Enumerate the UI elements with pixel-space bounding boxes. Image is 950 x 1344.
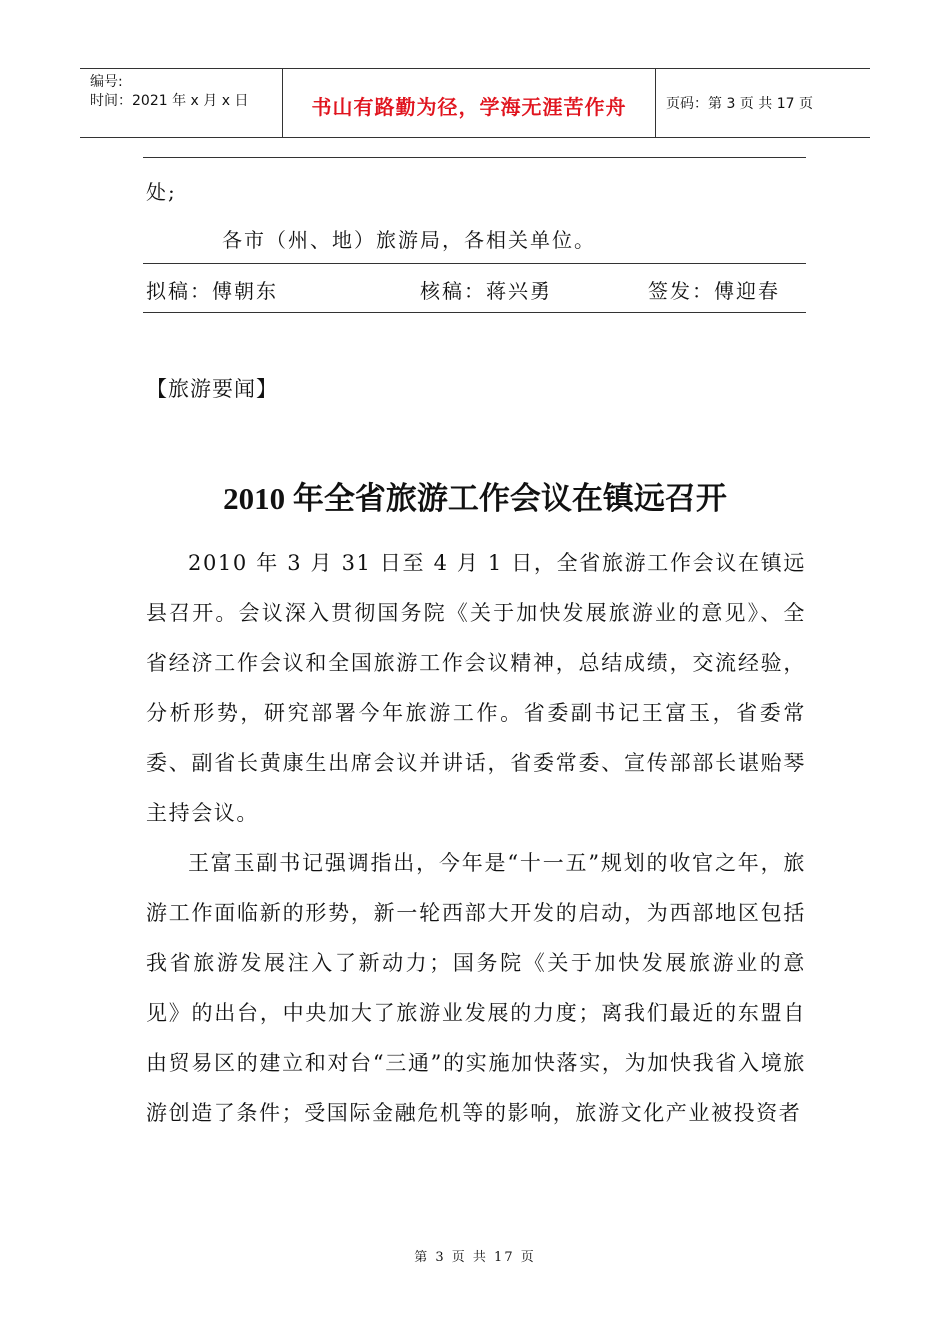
time-label: 时间：2021 年 x 月 x 日 [90,93,249,109]
top-rule [143,157,806,158]
header-page-cell [656,69,870,137]
article-paragraph: 2010 年 3 月 31 日至 4 月 1 日，全省旅游工作会议在镇远县召开。会议深入贯彻国务院《关于加快发展旅游业的意见》、全省经济工作会议和全国旅游工作会议精神，总结成绩，交流经验，分析形势，研究部署今年旅游工作。省委副书记王富玉，省委常委、副省长黄康生出席会议并讲话，省委常委、宣传部部长谌贻琴主持会议。 [146,551,806,825]
article-body [146,538,806,1138]
bottom-rule [143,312,806,313]
middle-rule [143,263,806,264]
number-label: 编号: [90,74,123,90]
drafter-text: 拟稿：傅朝东 [146,279,278,303]
section-label: 【旅游要闻】 [146,377,278,401]
recipients-text: 各市（州、地）旅游局，各相关单位。 [222,228,596,252]
article-paragraph: 王富玉副书记强调指出，今年是“十一五”规划的收官之年，旅游工作面临新的形势，新一轮西部大开发的启动，为西部地区包括我省旅游发展注入了新动力；国务院《关于加快发展旅游业的意见》的出台，中央加大了旅游业发展的力度；离我们最近的东盟自由贸易区的建立和对台“三通”的实施加快落实，为加快我省入境旅游创造了条件；受国际金融危机等的影响，旅游文化产业被投资者 [146,851,806,1125]
page-footer: 第 3 页 共 17 页 [414,1250,536,1265]
article-title: 2010 年全省旅游工作会议在镇远召开 [223,481,727,516]
header-meta-cell [80,69,282,137]
reviewer-text: 核稿：蒋兴勇 [420,279,552,303]
motto-text: 书山有路勤为径，学海无涯苦作舟 [311,95,627,119]
document-header [80,68,870,138]
continued-text: 处; [146,180,177,204]
header-motto-cell [282,69,656,137]
page-label: 页码：第 3 页 共 17 页 [666,96,813,112]
issuer-text: 签发：傅迎春 [648,279,780,303]
